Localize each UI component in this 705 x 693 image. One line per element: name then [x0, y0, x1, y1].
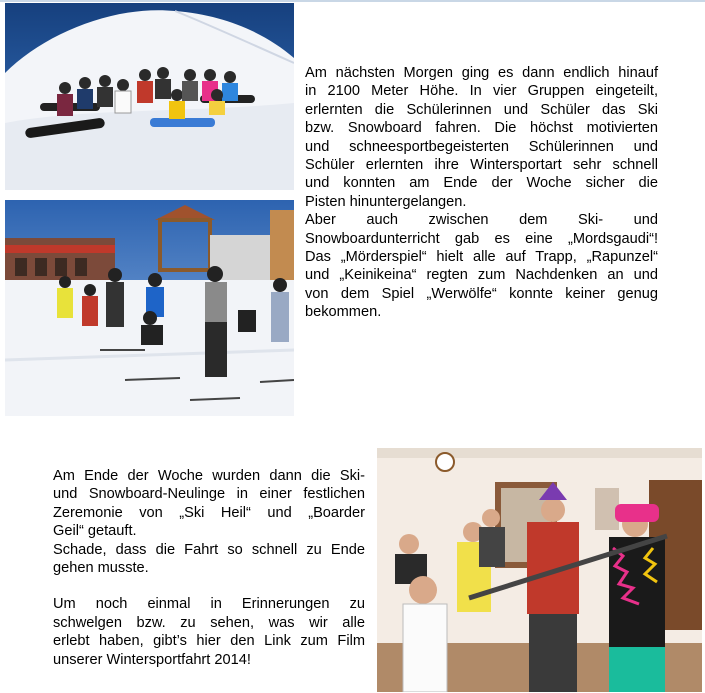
text-line: schwelgen bzw. zu sehen, was wir alle	[53, 614, 365, 631]
text-line: in 2100 Meter Höhe. In vier Gruppen eingeteilt,	[305, 83, 658, 100]
top-rule	[0, 0, 705, 2]
text-line: gehen musste.	[53, 560, 149, 577]
text-line: unserer Wintersportfahrt 2014!	[53, 651, 251, 668]
text-line: Am nächsten Morgen ging es dann endlich hinauf	[305, 65, 658, 81]
text-line: und schneesportbegeisterten Schülerinnen und	[305, 138, 658, 155]
article-text-bottom	[53, 467, 365, 669]
text-line: Snowboardunterricht gab es eine „Mordsgaudi“!	[305, 230, 658, 247]
text-line: von dem Spiel „Werwölfe“ konnte keiner genug	[305, 285, 658, 302]
paragraph-gap	[53, 577, 365, 595]
text-line: und Snowboard-Neulinge in einer festlichen	[53, 486, 365, 503]
text-line: Am Ende der Woche wurden dann die Ski-	[53, 468, 365, 484]
article-text-top	[305, 64, 658, 322]
text-line: Geil“ getauft.	[53, 523, 137, 540]
text-line: und „Keinikeina“ regten zum Nachdenken an und	[305, 267, 658, 284]
text-line: bzw. Snowboard fahren. Die höchst motivierten	[305, 120, 658, 137]
text-line: bekommen.	[305, 304, 382, 321]
ceremony-photo	[377, 448, 702, 692]
text-line: erlernten die Schülerinnen und Schüler das Ski	[305, 101, 658, 118]
text-line: Das „Mörderspiel“ hielt alle auf Trapp, „Rapunzel“	[305, 249, 658, 266]
text-line: Aber auch zwischen dem Ski- und	[305, 212, 658, 229]
snowboard-group-photo	[5, 3, 294, 190]
text-line: erlebt haben, gibt’s hier den Link zum Film	[53, 633, 365, 650]
text-line: Schade, dass die Fahrt so schnell zu Ende	[53, 541, 365, 558]
ski-class-photo	[5, 200, 294, 416]
text-line: Pisten hinuntergelangen.	[305, 193, 467, 210]
text-line: Um noch einmal in Erinnerungen zu	[53, 596, 365, 613]
text-line: Zeremonie von „Ski Heil“ und „Boarder	[53, 504, 365, 521]
text-line: und konnten am Ende der Woche sicher die	[305, 175, 658, 192]
text-line: Schüler erlernten ihre Wintersportart sehr schnell	[305, 157, 658, 174]
